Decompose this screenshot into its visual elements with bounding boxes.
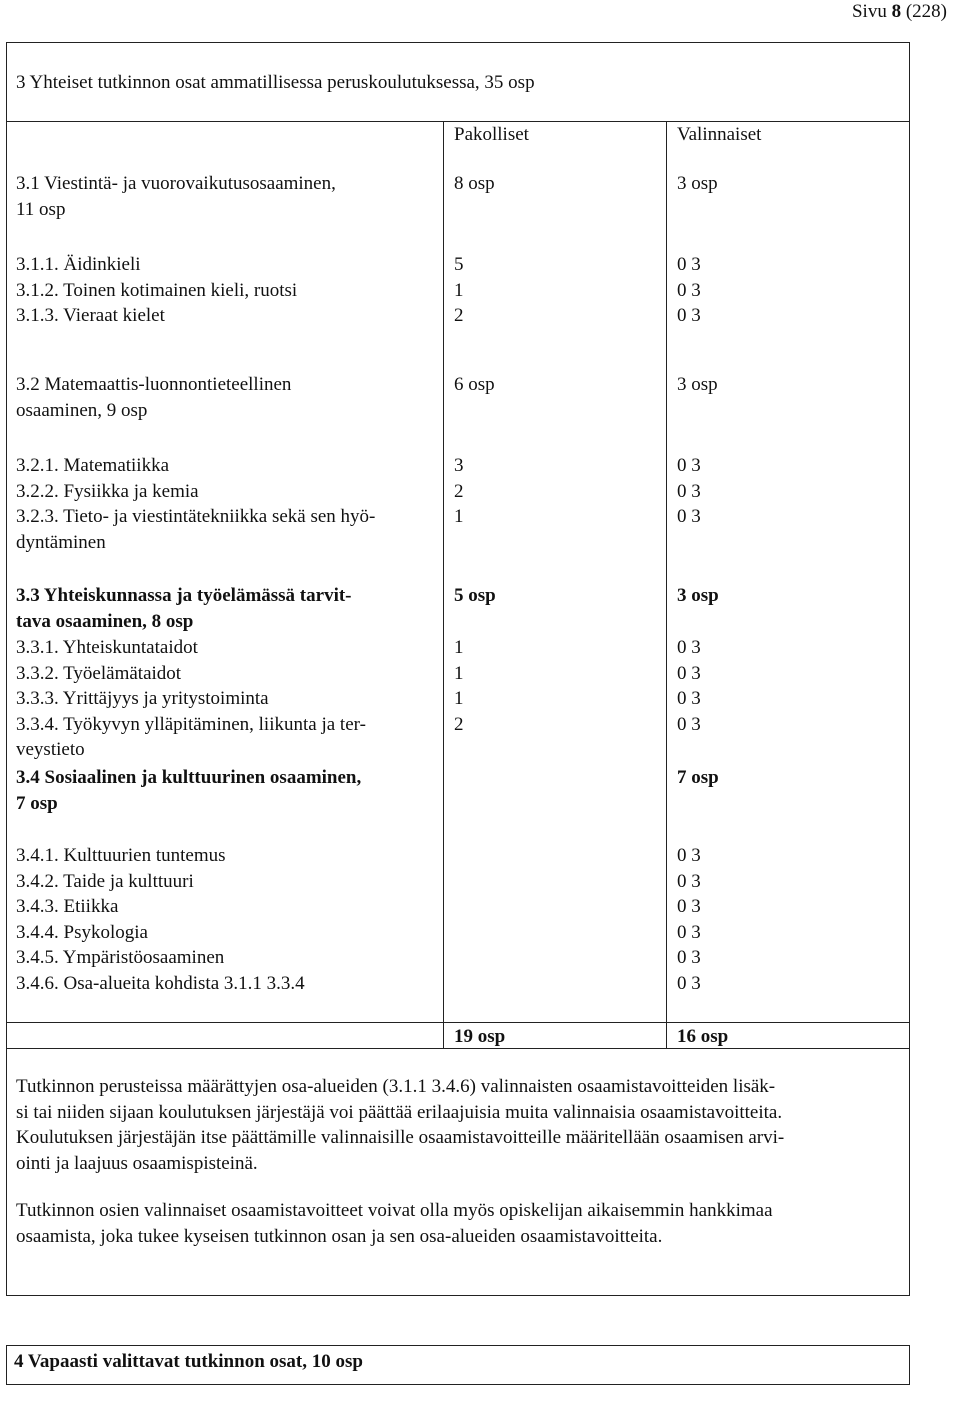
page-label: Sivu	[851, 1, 892, 22]
list-item: 3.3.3. Yrittäjyys ja yritystoiminta	[16, 688, 269, 709]
group-items	[16, 843, 305, 996]
list-item: 3.1.2. Toinen kotimainen kieli, ruotsi	[16, 279, 298, 301]
group-items	[16, 635, 366, 763]
item-mandatory-values: 3 2 1	[454, 455, 464, 527]
list-item: 3.2.3. Tieto- ja viestintätekniikka sekä sen hyö-	[16, 506, 376, 527]
list-item: 3.4.5. Ympäristöosaaminen	[16, 947, 225, 968]
group-items	[16, 252, 297, 329]
page-current: 8	[891, 1, 902, 22]
item-optional-values: 0 3 0 3 0 3	[677, 455, 701, 527]
group-optional-total: 7 osp	[677, 767, 719, 788]
group-optional-total: 3 osp	[677, 374, 718, 395]
table-column-divider	[666, 121, 667, 1049]
group-optional-total: 3 osp	[677, 173, 718, 194]
table-column-divider	[443, 121, 444, 1049]
group-items	[16, 453, 375, 555]
group-title: 3.2 Matemaattis-luonnontieteellinen osaaminen, 9 osp	[16, 374, 292, 421]
list-item: 3.4.4. Psykologia	[16, 921, 148, 943]
page-number	[852, 0, 947, 25]
page-total: (228)	[905, 1, 947, 22]
list-item: 3.4.6. Osa-alueita kohdista 3.1.1 3.3.4	[16, 972, 305, 994]
item-optional-values: 0 3 0 3 0 3 0 3 0 3 0 3	[677, 845, 701, 994]
note-paragraph: Tutkinnon perusteissa määrättyjen osa-alueiden (3.1.1 3.4.6) valinnaisten osaamistavoitteiden lisäk- si tai niiden sijaan koulutuksen järjestäjä voi päättää erilaajuisia muita valinnaisia osaamistavoitteita. Koulutuksen järjestäjän itse päättämille valinnaisille osaamistavoitteille määritellään osaamisen arvi- ointi ja laajuus osaamispisteinä.	[16, 1076, 785, 1174]
section4-title: 4 Vapaasti valittavat tutkinnon osat, 10 osp	[14, 1351, 363, 1372]
list-item: 3.1.1. Äidinkieli	[16, 254, 141, 275]
list-item: 3.3.2. Työelämätaidot	[16, 662, 182, 684]
item-optional-values: 0 3 0 3 0 3	[677, 254, 701, 326]
item-mandatory-values: 5 1 2	[454, 254, 464, 326]
list-item: 3.2.1. Matematiikka	[16, 455, 170, 476]
column-header-mandatory: Pakolliset	[454, 124, 529, 145]
group-title: 3.3 Yhteiskunnassa ja työelämässä tarvit- tava osaaminen, 8 osp	[16, 585, 352, 632]
total-mandatory: 19 osp	[454, 1026, 506, 1047]
list-item: 3.4.2. Taide ja kulttuuri	[16, 870, 194, 892]
group-mandatory-total: 5 osp	[454, 585, 496, 606]
group-optional-total: 3 osp	[677, 585, 719, 606]
table-row-divider	[6, 1022, 910, 1023]
item-optional-values: 0 3 0 3 0 3 0 3	[677, 637, 701, 735]
list-item: veystieto	[16, 739, 85, 760]
note-paragraph: Tutkinnon osien valinnaiset osaamistavoitteet voivat olla myös opiskelijan aikaisemmin hankkimaa osaamista, joka tukee kyseisen tutkinnon osan ja sen osa-alueiden osaamistavoitteita.	[16, 1200, 773, 1247]
list-item: 3.3.1. Yhteiskuntataidot	[16, 637, 198, 658]
group-mandatory-total: 6 osp	[454, 374, 495, 395]
list-item: 3.1.3. Vieraat kielet	[16, 305, 165, 326]
group-mandatory-total: 8 osp	[454, 173, 495, 194]
column-header-optional: Valinnaiset	[677, 124, 762, 145]
section-title: 3 Yhteiset tutkinnon osat ammatillisessa peruskoulutuksessa, 35 osp	[16, 72, 535, 93]
total-optional: 16 osp	[677, 1026, 729, 1047]
group-title: 3.1 Viestintä- ja vuorovaikutusosaaminen, 11 osp	[16, 173, 336, 220]
item-mandatory-values: 1 1 1 2	[454, 637, 464, 735]
list-item: dyntäminen	[16, 531, 106, 553]
list-item: 3.2.2. Fysiikka ja kemia	[16, 480, 199, 502]
group-title: 3.4 Sosiaalinen ja kulttuurinen osaaminen, 7 osp	[16, 767, 362, 814]
list-item: 3.4.3. Etiikka	[16, 896, 119, 917]
list-item: 3.4.1. Kulttuurien tuntemus	[16, 845, 226, 866]
list-item: 3.3.4. Työkyvyn ylläpitäminen, liikunta ja ter-	[16, 713, 366, 735]
